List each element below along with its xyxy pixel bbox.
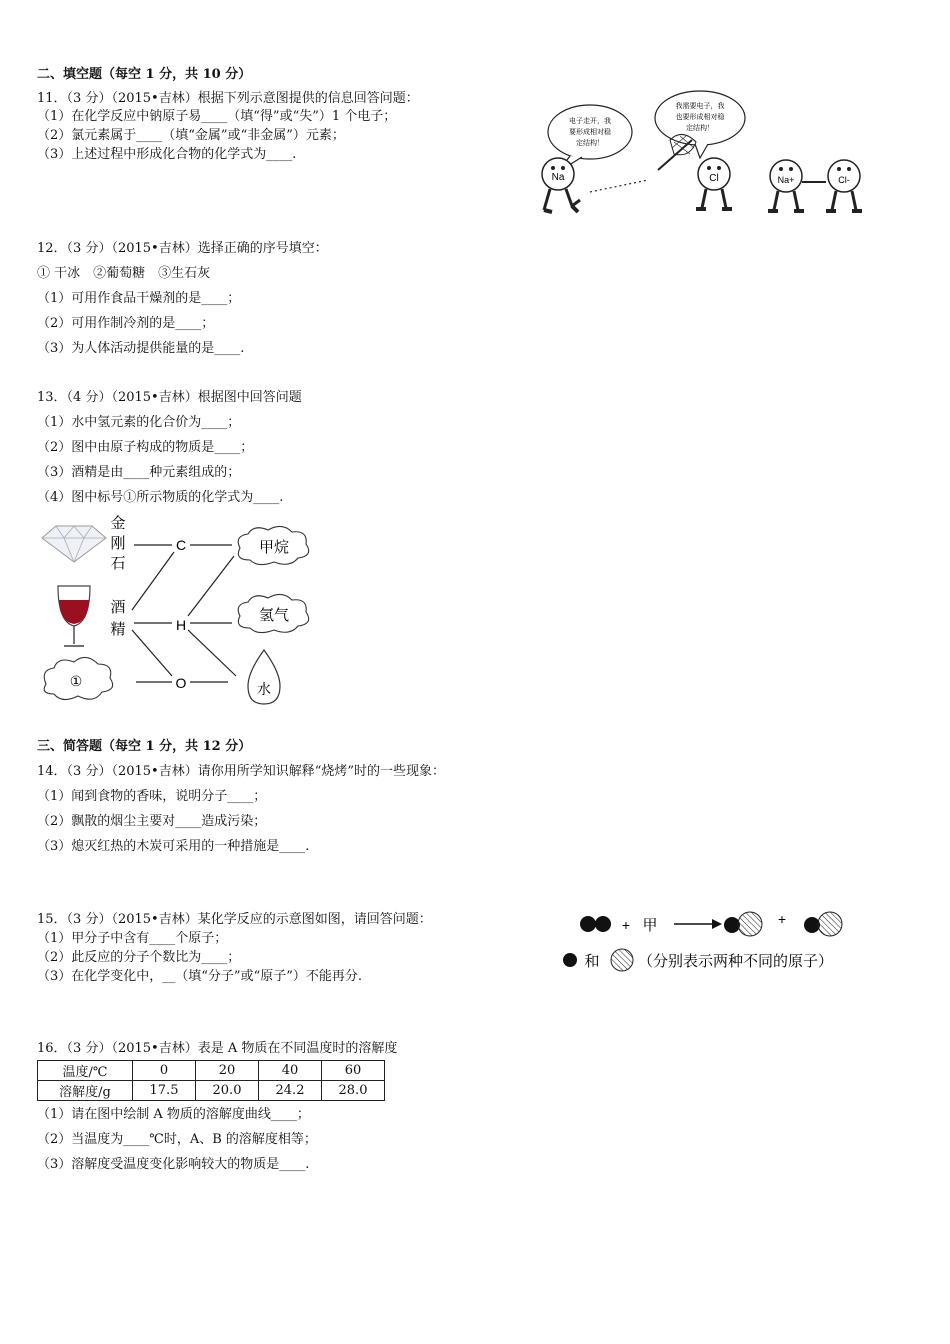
wine-glass-icon [58,586,90,646]
q12-item-3: （3）为人体活动提供能量的是____. [37,341,245,356]
q13-item-1: （1）水中氢元素的化合价为____； [37,415,241,430]
diamond-label-3: 石 [110,554,126,572]
q11-item-2: （2）氯元素属于____（填“金属”或“非金属”）元素； [37,128,345,143]
table-cell: 60 [322,1061,385,1081]
sodium-atom-character [542,158,580,212]
diamond-label-2: 刚 [110,534,126,552]
table-cell: 20 [196,1061,259,1081]
and-label: 和 [584,952,600,970]
bubble-right-line-2: 也要形成相对稳 [675,113,725,121]
diamond-icon [42,526,106,562]
alcohol-label-1: 酒 [110,598,126,616]
q14-item-1: （1）闻到食物的香味，说明分子____； [37,789,267,804]
q12-item-1: （1）可用作食品干燥剂的是____； [37,291,241,306]
plus-sign-2: + [777,911,787,927]
element-c: C [175,537,187,553]
table-row [38,1081,385,1101]
q13-item-4: （4）图中标号①所示物质的化学式为____. [37,490,284,505]
atom-label-cl: Cl [709,173,719,184]
q13-item-3: （3）酒精是由____种元素组成的； [37,465,241,480]
product-molecule-1 [724,912,762,936]
q14-item-3: （3）熄灭红热的木炭可采用的一种措施是____. [37,839,310,854]
element-o: O [175,675,187,691]
q14-stem: 14．（3 分）（2015•吉林）请你用所学知识解释“烧烤”时的一些现象： [37,764,445,779]
q16-item-2: （2）当温度为____℃时，A、B 的溶解度相等； [37,1132,317,1147]
table-header-temperature: 温度/℃ [38,1061,133,1081]
table-cell: 17.5 [133,1081,196,1101]
sodium-ion-character [768,160,804,211]
q16-item-1: （1）请在图中绘制 A 物质的溶解度曲线____； [37,1107,310,1122]
q13-item-2: （2）图中由原子构成的物质是____； [37,440,254,455]
reactant-molecule [580,916,611,932]
table-header-solubility: 溶解度/g [38,1081,133,1101]
q11-item-1: （1）在化学反应中钠原子易____（填“得”或“失”）1 个电子； [37,109,397,124]
ion-label-cl: Cl- [838,175,850,185]
element-relation-diagram [36,512,316,708]
legend-text: （分别表示两种不同的原子） [638,952,834,970]
table-cell: 40 [259,1061,322,1081]
q16-item-3: （3）溶解度受温度变化影响较大的物质是____. [37,1157,310,1172]
section-heading-short-answer: 三、简答题（每空 1 分，共 12 分） [37,739,252,754]
q15-item-3: （3）在化学变化中，__（填“分子”或“原子”）不能再分. [37,969,362,984]
q15-stem: 15．（3 分）（2015•吉林）某化学反应的示意图如图，请回答问题： [37,912,432,927]
q12-options: ① 干冰 ②葡萄糖 ③生石灰 [37,266,211,281]
q11-item-3: （3）上述过程中形成化合物的化学式为____. [37,147,297,162]
q12-stem: 12．（3 分）（2015•吉林）选择正确的序号填空： [37,241,328,256]
bubble-right-line-1: 我需要电子，我 [675,102,725,110]
diamond-label-1: 金 [110,514,126,532]
reaction-arrow-icon [674,919,722,929]
water-label: 水 [257,682,271,698]
hydrogen-label: 氢气 [258,606,290,624]
table-cell: 24.2 [259,1081,322,1101]
q15-item-2: （2）此反应的分子个数比为____； [37,950,241,965]
q16-stem: 16．（3 分）（2015•吉林）表是 A 物质在不同温度时的溶解度 [37,1041,398,1056]
plus-sign-1: + [621,917,631,933]
table-cell: 28.0 [322,1081,385,1101]
section-heading-fill-in: 二、填空题（每空 1 分，共 10 分） [37,67,252,82]
bubble-left-line-2: 要形成相对稳 [569,128,611,136]
q12-item-2: （2）可用作制冷剂的是____； [37,316,215,331]
legend-hatched-atom [611,949,633,971]
table-cell: 20.0 [196,1081,259,1101]
marker-circled-one: ① [69,674,83,690]
relation-lines [132,545,236,682]
chlorine-atom-character [696,158,732,209]
jia-label: 甲 [642,916,658,934]
bubble-left-line-1: 电子走开，我 [569,117,611,125]
reaction-diagram [556,904,886,980]
q14-item-2: （2）飘散的烟尘主要对____造成污染； [37,814,267,829]
legend-black-atom [563,953,577,967]
sodium-chlorine-cartoon [530,88,870,220]
ion-label-na: Na+ [777,175,795,185]
q11-stem: 11．（3 分）（2015•吉林）根据下列示意图提供的信息回答问题： [37,91,419,106]
bubble-right-line-3: 定结构！ [686,124,714,132]
methane-label: 甲烷 [258,538,290,556]
q15-item-1: （1）甲分子中含有____个原子； [37,931,228,946]
bubble-left-line-3: 定结构！ [576,139,604,147]
solubility-table [37,1060,385,1101]
atom-label-na: Na [551,172,565,183]
alcohol-label-2: 精 [110,620,126,638]
element-h: H [175,617,187,633]
table-row [38,1061,385,1081]
chloride-ion-character [826,160,862,211]
product-molecule-2 [804,912,842,936]
q13-stem: 13．（4 分）（2015•吉林）根据图中回答问题 [37,390,302,405]
table-cell: 0 [133,1061,196,1081]
